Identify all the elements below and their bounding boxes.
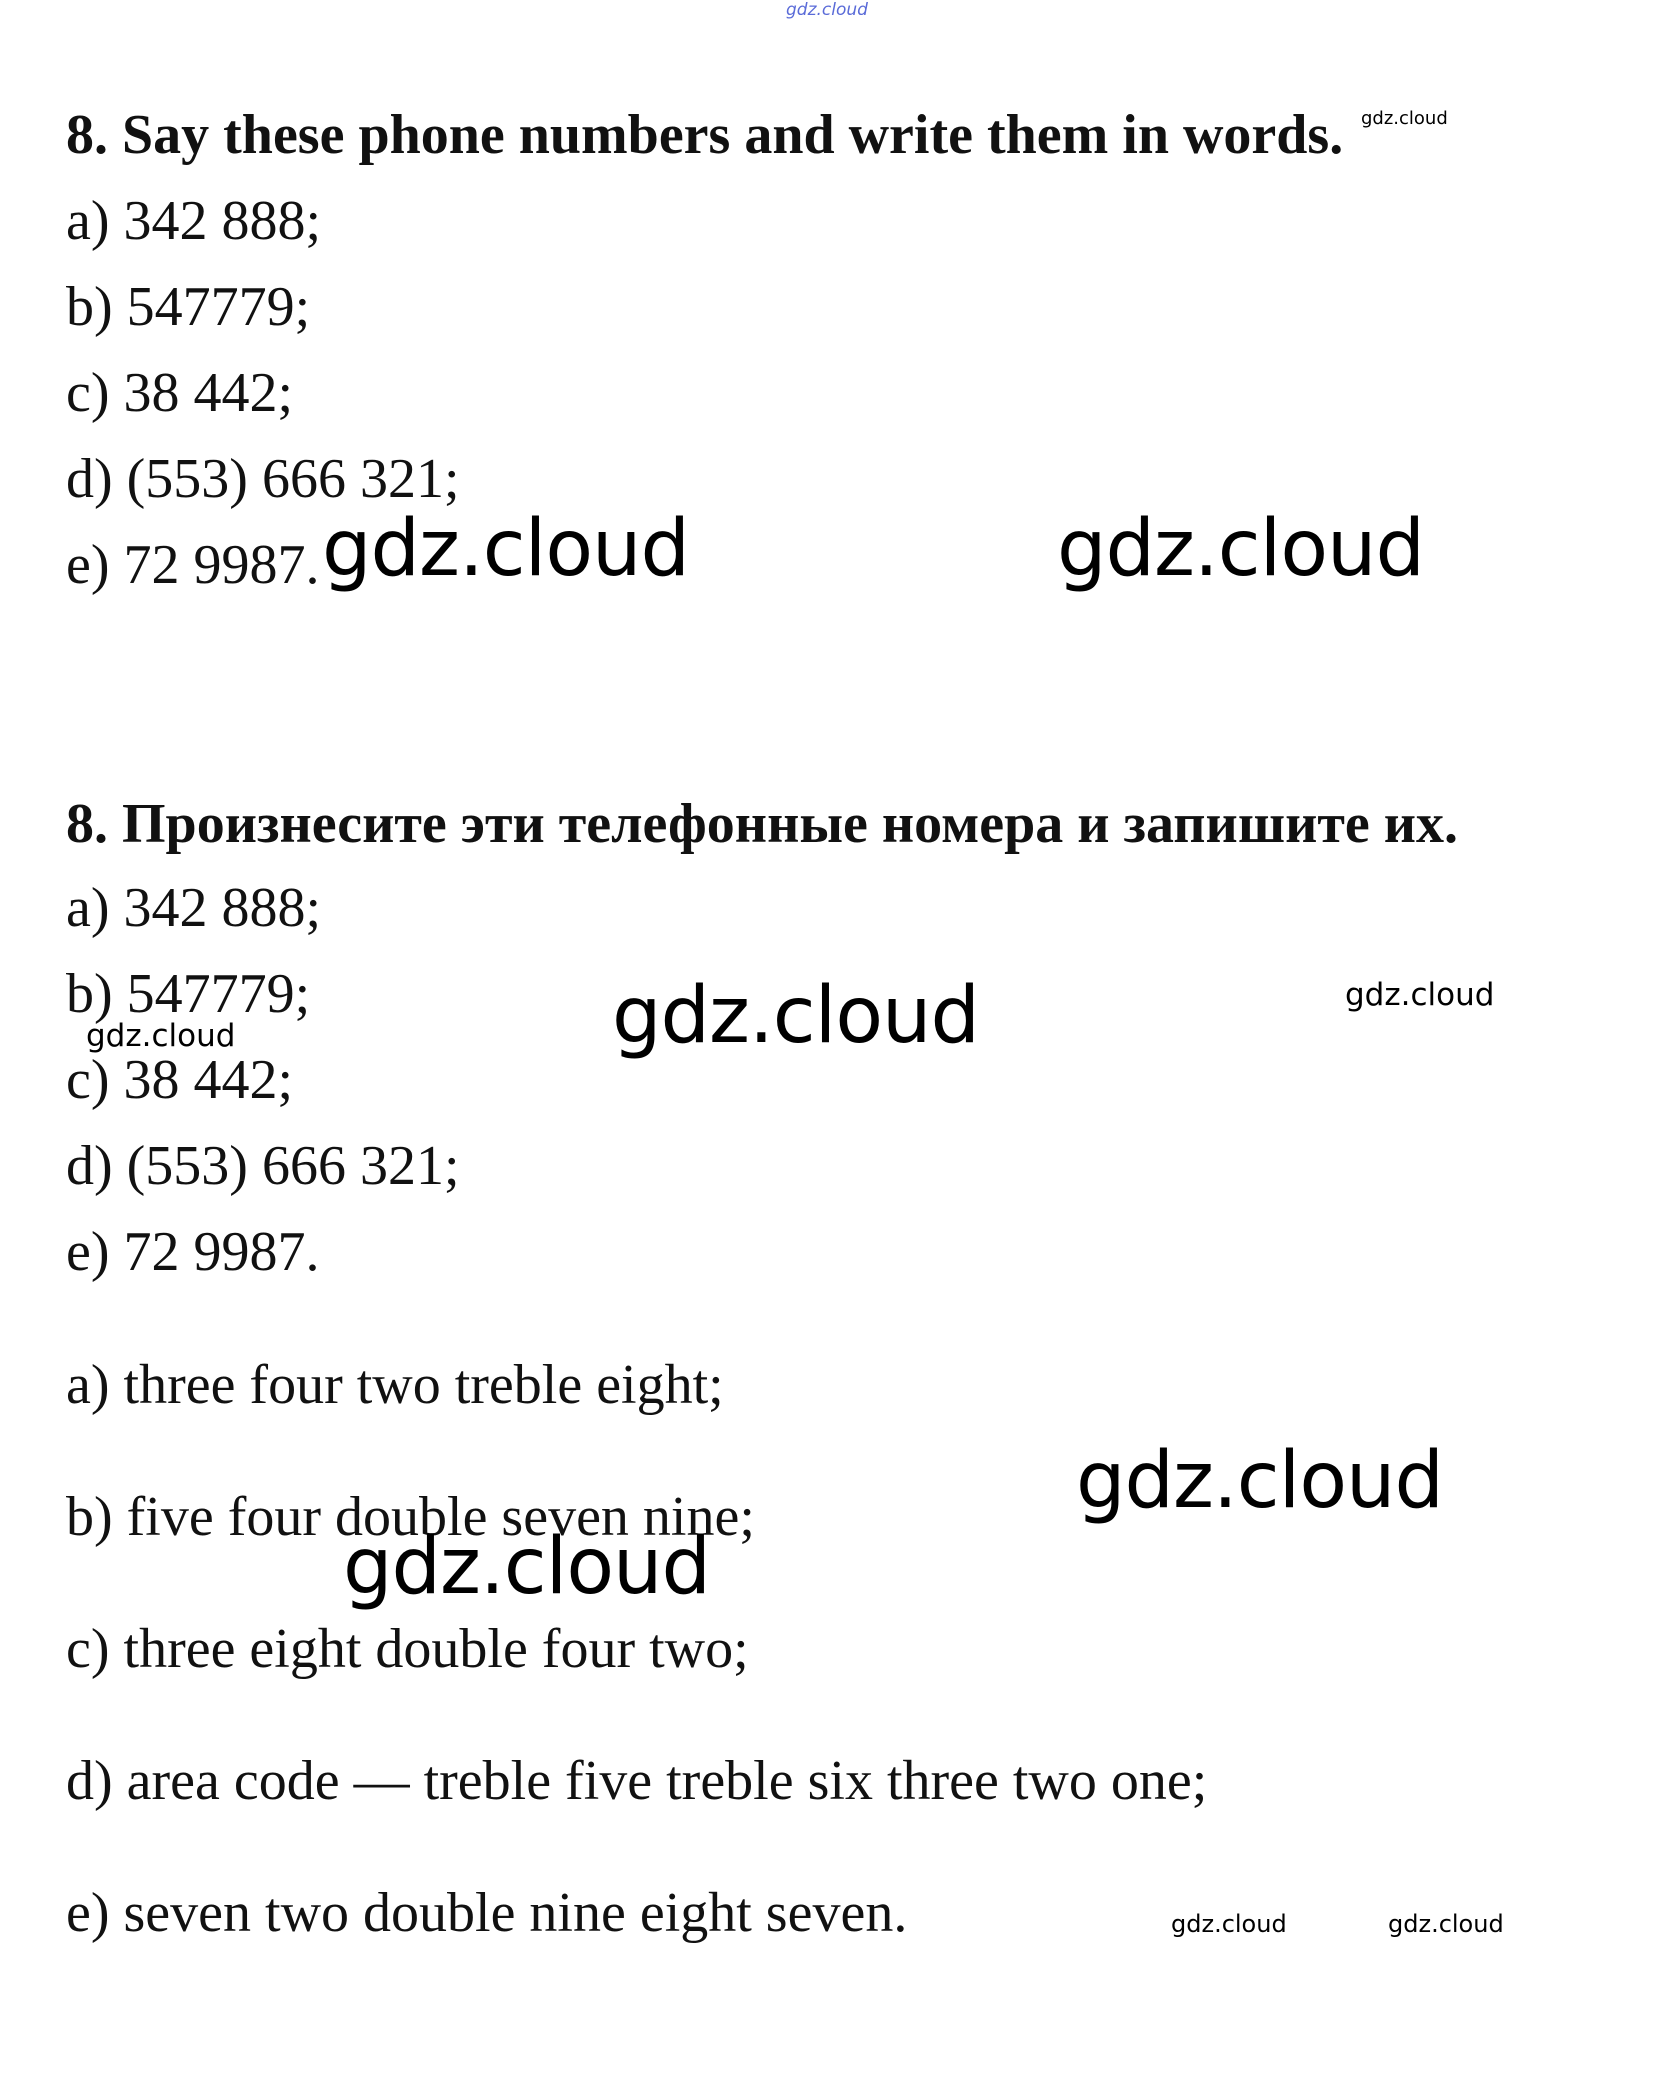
answer-a: a) three four two treble eight; (66, 1354, 724, 1416)
watermark-top: gdz.cloud (786, 0, 868, 20)
answer-c: c) three eight double four two; (66, 1618, 749, 1680)
task-item-en-a: a) 342 888; (66, 190, 322, 252)
watermark-8: gdz.cloud (1171, 1910, 1287, 1938)
answer-e: e) seven two double nine eight seven. (66, 1882, 908, 1944)
answer-d: d) area code — treble five treble six three two one; (66, 1750, 1208, 1812)
watermark-6: gdz.cloud (1076, 1436, 1443, 1526)
task-heading-en: 8. Say these phone numbers and write them in words. (66, 104, 1344, 166)
task-item-en-d: d) (553) 666 321; (66, 448, 460, 510)
task-item-en-e: e) 72 9987. (66, 534, 320, 596)
watermark-7: gdz.cloud (343, 1522, 710, 1612)
task-item-ru-d: d) (553) 666 321; (66, 1135, 460, 1197)
watermark-1: gdz.cloud (322, 504, 689, 594)
task-heading-ru: 8. Произнесите эти телефонные номера и запишите их. (66, 793, 1458, 855)
watermark-heading: gdz.cloud (1361, 108, 1448, 129)
task-item-en-b: b) 547779; (66, 276, 311, 338)
task-item-en-c: c) 38 442; (66, 362, 294, 424)
task-item-ru-b: b) 547779; (66, 963, 311, 1025)
watermark-5: gdz.cloud (86, 1018, 236, 1054)
watermark-3: gdz.cloud (612, 971, 979, 1061)
task-item-ru-a: a) 342 888; (66, 877, 322, 939)
task-item-ru-c: c) 38 442; (66, 1049, 294, 1111)
watermark-9: gdz.cloud (1388, 1910, 1504, 1938)
watermark-4: gdz.cloud (1345, 977, 1495, 1013)
watermark-2: gdz.cloud (1057, 504, 1424, 594)
task-item-ru-e: e) 72 9987. (66, 1221, 320, 1283)
answer-b: b) five four double seven nine; (66, 1486, 755, 1548)
